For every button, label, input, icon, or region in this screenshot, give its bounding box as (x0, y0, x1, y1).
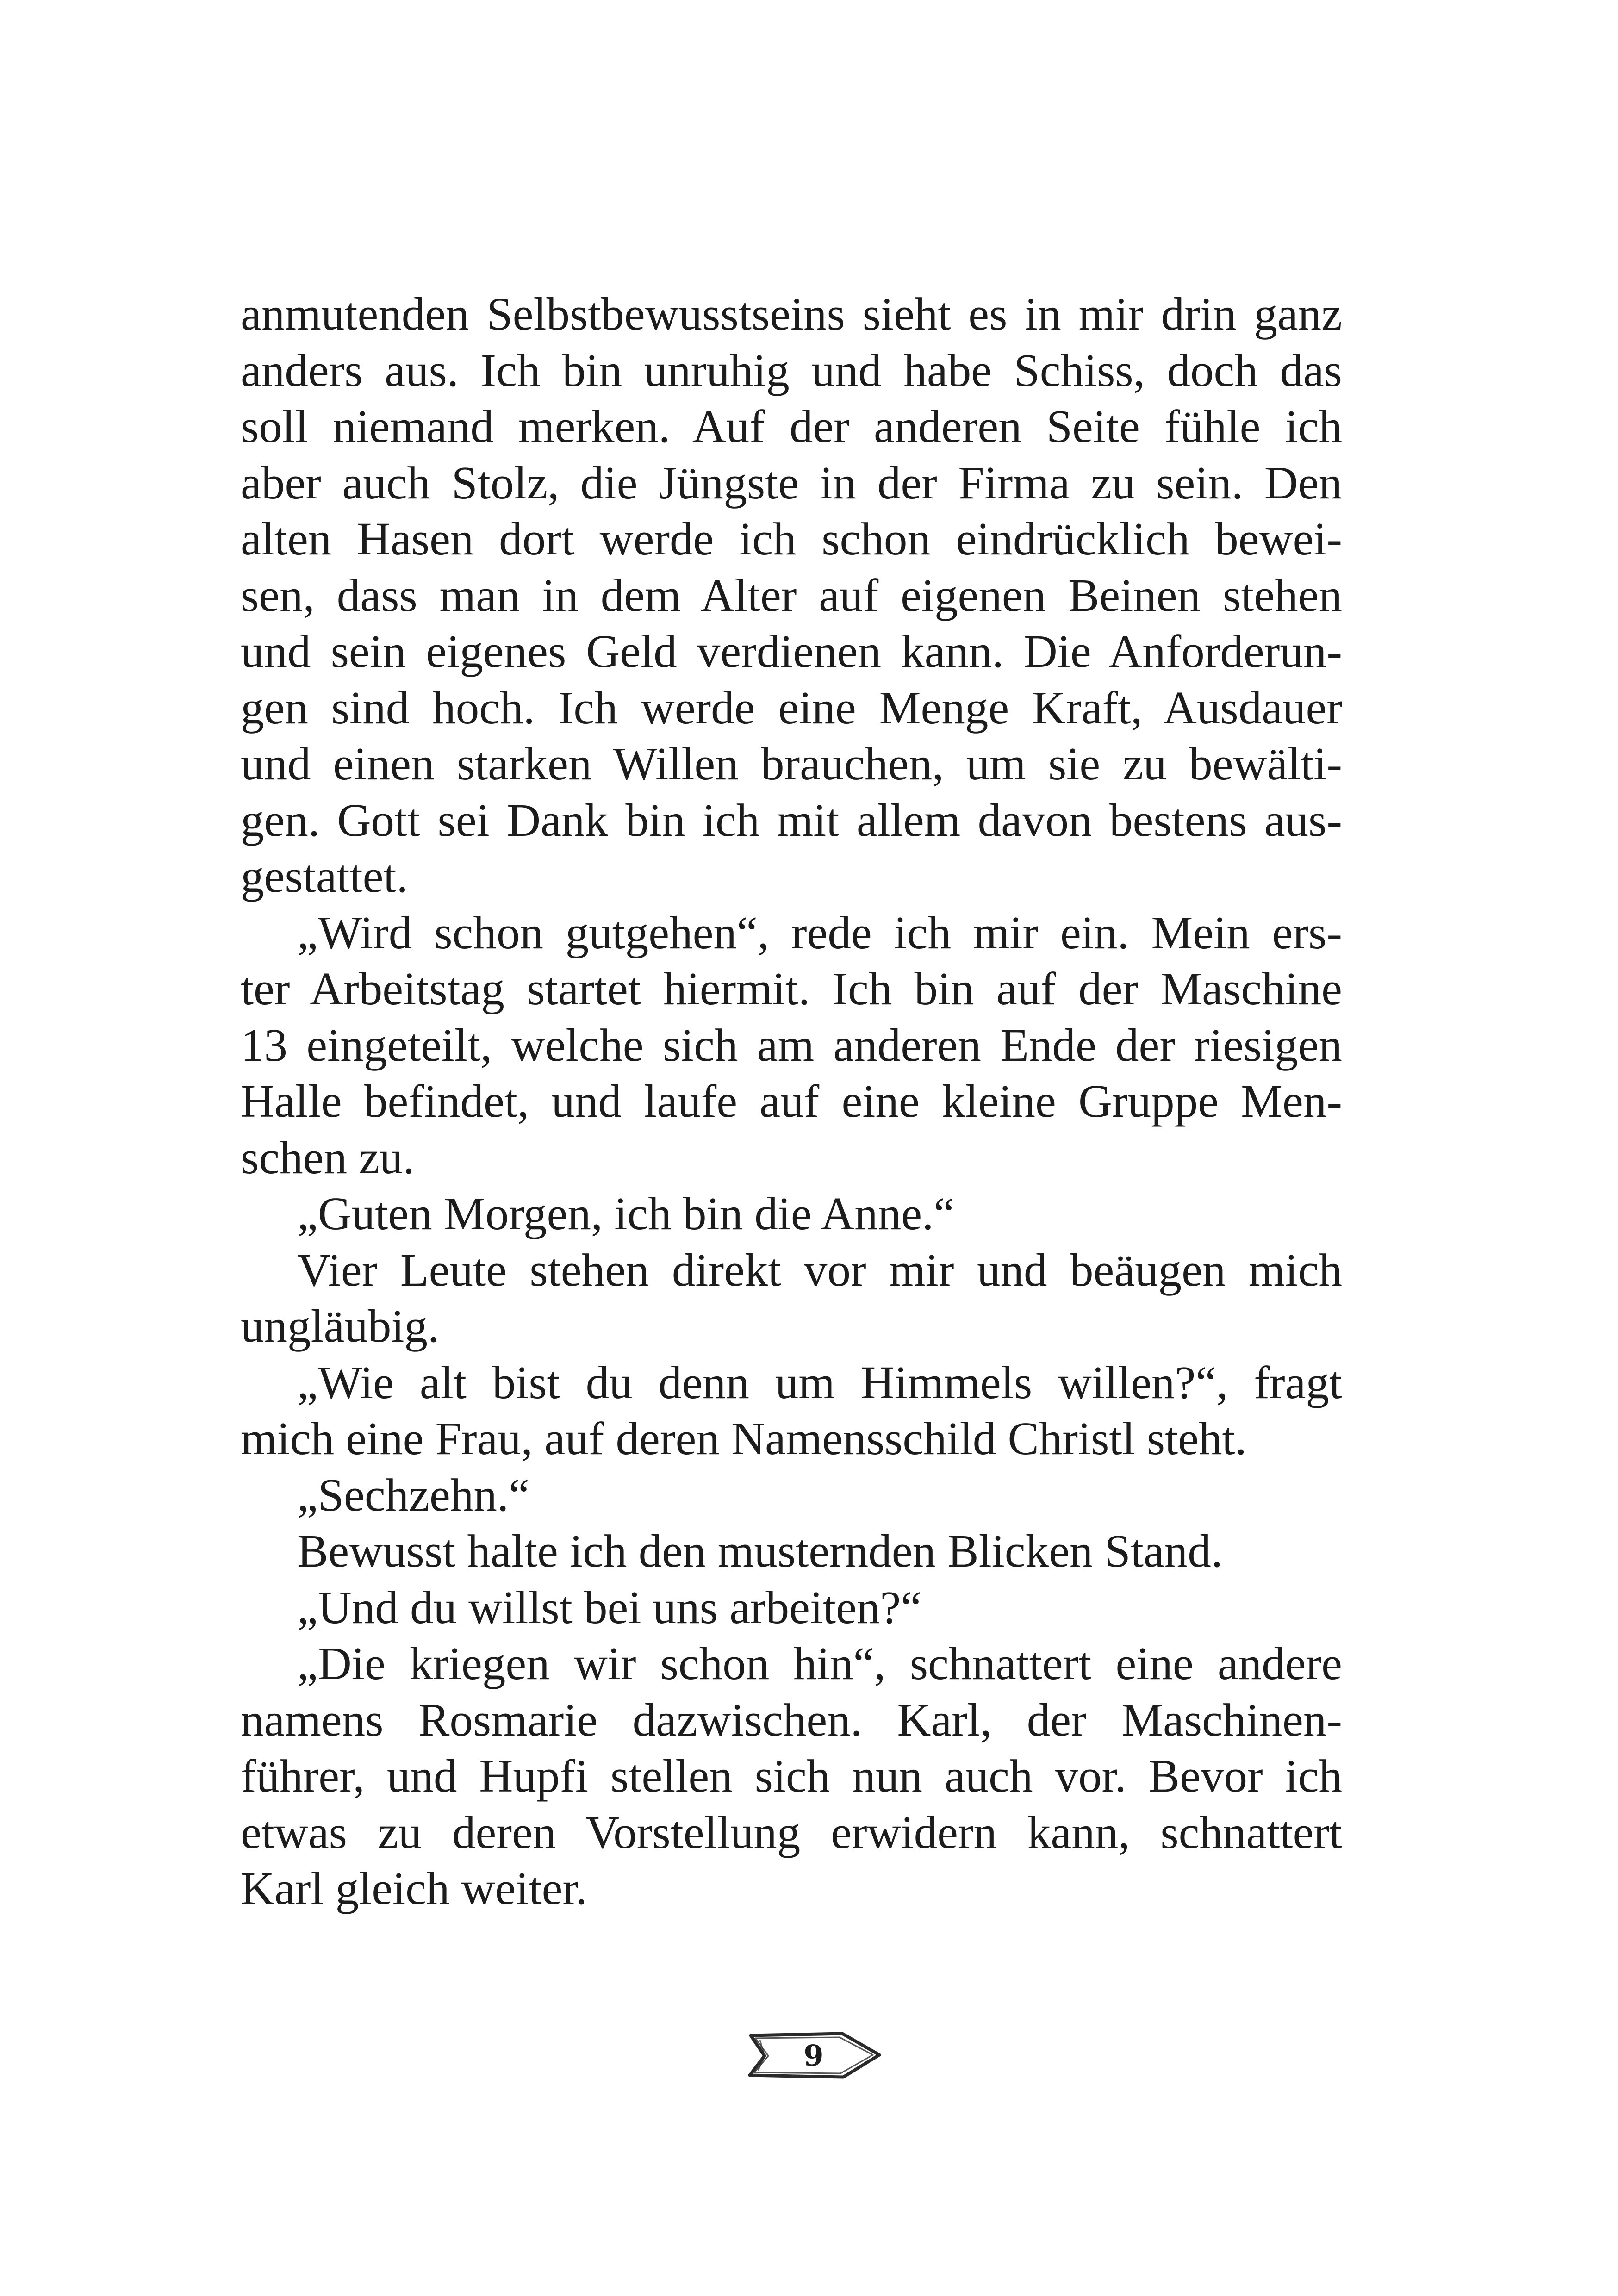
text-line: anmutenden Selbstbewusstseins sieht es in mir drin ganz (241, 288, 1342, 340)
text-line: 13 eingeteilt, welche sich am anderen Ende der riesigen (241, 1019, 1342, 1071)
text-line: „Sechzehn.“ (297, 1468, 529, 1521)
text-line: und sein eigenes Geld verdienen kann. Die Anforderun- (241, 625, 1342, 677)
text-line: mich eine Frau, auf deren Namensschild Christl steht. (241, 1412, 1247, 1464)
page-number: 9 (803, 2039, 824, 2072)
text-line: aber auch Stolz, die Jüngste in der Firma zu sein. Den (241, 456, 1342, 509)
text-line: Karl gleich weiter. (241, 1862, 587, 1914)
text-line: „Wie alt bist du denn um Himmels willen?“, fragt (297, 1356, 1342, 1408)
text-line: „Und du willst bei uns arbeiten?“ (297, 1581, 922, 1633)
text-line: Vier Leute stehen direkt vor mir und beäugen mich (297, 1244, 1342, 1296)
text-line: sen, dass man in dem Alter auf eigenen Beinen stehen (241, 569, 1342, 621)
text-line: „Guten Morgen, ich bin die Anne.“ (297, 1188, 955, 1239)
text-line: Bewusst halte ich den musternden Blicken Stand. (297, 1525, 1223, 1577)
text-line: etwas zu deren Vorstellung erwidern kann, schnattert (241, 1806, 1342, 1858)
text-line: gestattet. (241, 850, 408, 902)
text-line: alten Hasen dort werde ich schon eindrücklich bewei- (241, 513, 1342, 565)
text-line: anders aus. Ich bin unruhig und habe Schiss, doch das (241, 344, 1342, 396)
text-line: „Wird schon gutgehen“, rede ich mir ein. Mein ers- (297, 906, 1342, 958)
text-line: gen. Gott sei Dank bin ich mit allem davon bestens aus- (241, 794, 1342, 846)
text-line: Halle befindet, und laufe auf eine kleine Gruppe Men- (241, 1075, 1342, 1127)
text-line: „Die kriegen wir schon hin“, schnattert eine andere (297, 1637, 1342, 1689)
text-line: gen sind hoch. Ich werde eine Menge Kraft, Ausdauer (241, 681, 1342, 734)
text-line: ter Arbeitstag startet hiermit. Ich bin auf der Maschine (241, 963, 1342, 1014)
text-line: und einen starken Willen brauchen, um sie zu bewälti- (241, 738, 1342, 790)
page-number-badge (744, 2029, 883, 2083)
text-line: ungläubig. (241, 1300, 440, 1352)
text-line: führer, und Hupfi stellen sich nun auch vor. Bevor ich (241, 1750, 1342, 1802)
body-text (241, 286, 1342, 1917)
text-line: namens Rosmarie dazwischen. Karl, der Maschinen- (241, 1693, 1342, 1746)
text-line: soll niemand merken. Auf der anderen Seite fühle ich (241, 400, 1342, 452)
text-line: schen zu. (241, 1131, 415, 1183)
